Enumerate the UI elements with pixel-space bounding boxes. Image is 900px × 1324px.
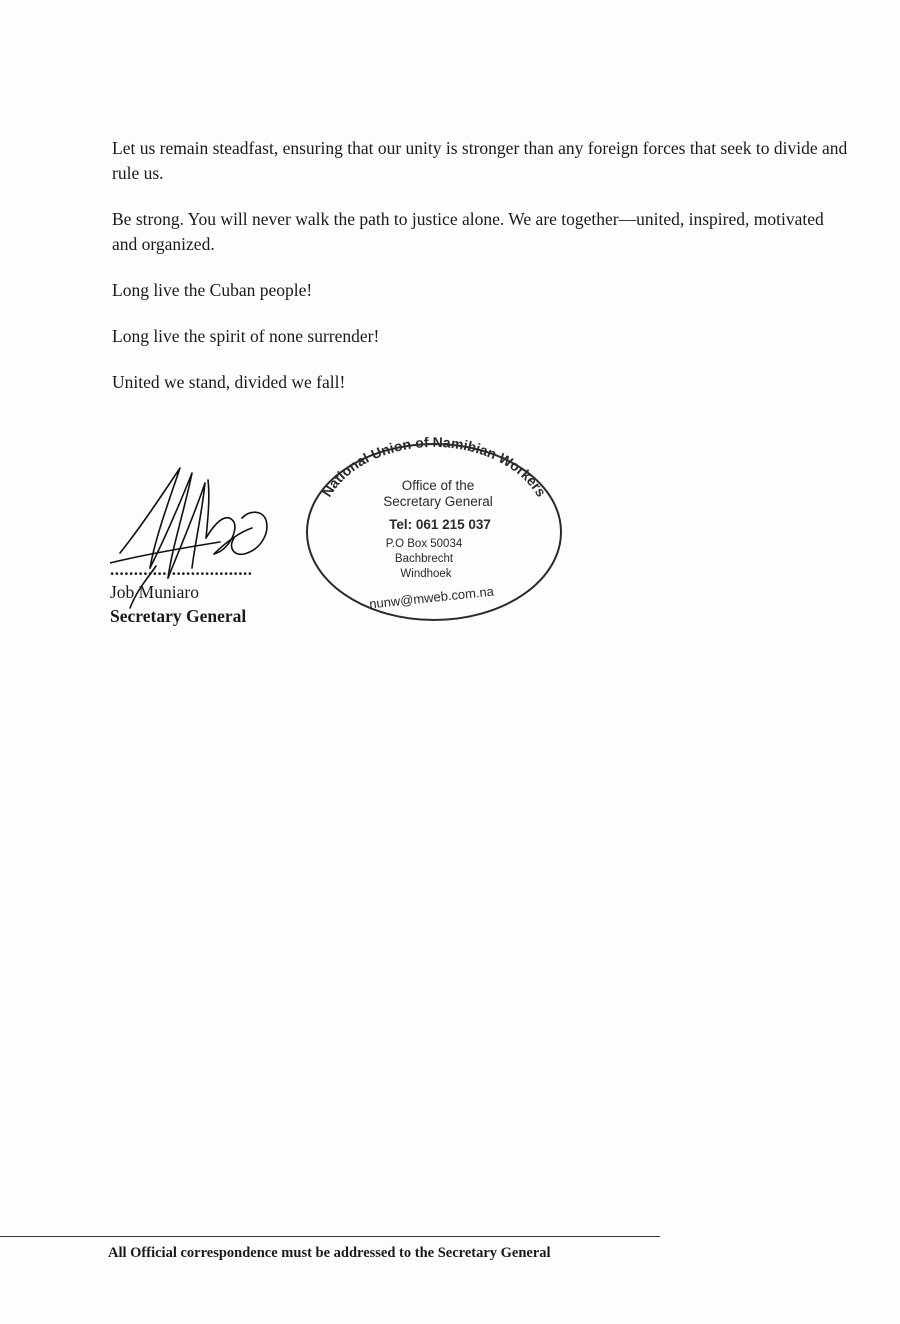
stamp-city: Windhoek — [400, 568, 452, 580]
stamp-office-line: Office of the — [401, 478, 475, 493]
signature-block — [110, 458, 330, 638]
paragraph-unity: Let us remain steadfast, ensuring that our unity is stronger than any foreign forces that seek to divide and rule us. — [112, 138, 848, 183]
signer-name: Job Muniaro — [110, 582, 199, 602]
stamp-email: nunw@mweb.com.na — [368, 583, 495, 612]
paragraph-united-we-stand: United we stand, divided we fall! — [112, 372, 346, 392]
paragraph-be-strong: Be strong. You will never walk the path to justice alone. We are together—united, inspired, motivated and organized. — [112, 209, 824, 254]
union-stamp — [300, 432, 570, 632]
paragraph-cuban-people: Long live the Cuban people! — [112, 280, 313, 300]
footer-divider — [0, 1236, 660, 1237]
stamp-area: Bachbrecht — [394, 553, 454, 565]
stamp-secretary-line: Secretary General — [383, 494, 493, 509]
letter-body — [112, 136, 852, 416]
paragraph-none-surrender: Long live the spirit of none surrender! — [112, 326, 380, 346]
stamp-arc-text: National Union of Namibian Workers — [318, 433, 550, 500]
footer-note: All Official correspondence must be addressed to the Secretary General — [108, 1245, 551, 1261]
signer-title: Secretary General — [110, 606, 247, 626]
signature-dotted-line: .............................. — [110, 560, 253, 579]
stamp-tel: Tel: 061 215 037 — [389, 517, 491, 532]
stamp-pobox: P.O Box 50034 — [385, 538, 463, 550]
